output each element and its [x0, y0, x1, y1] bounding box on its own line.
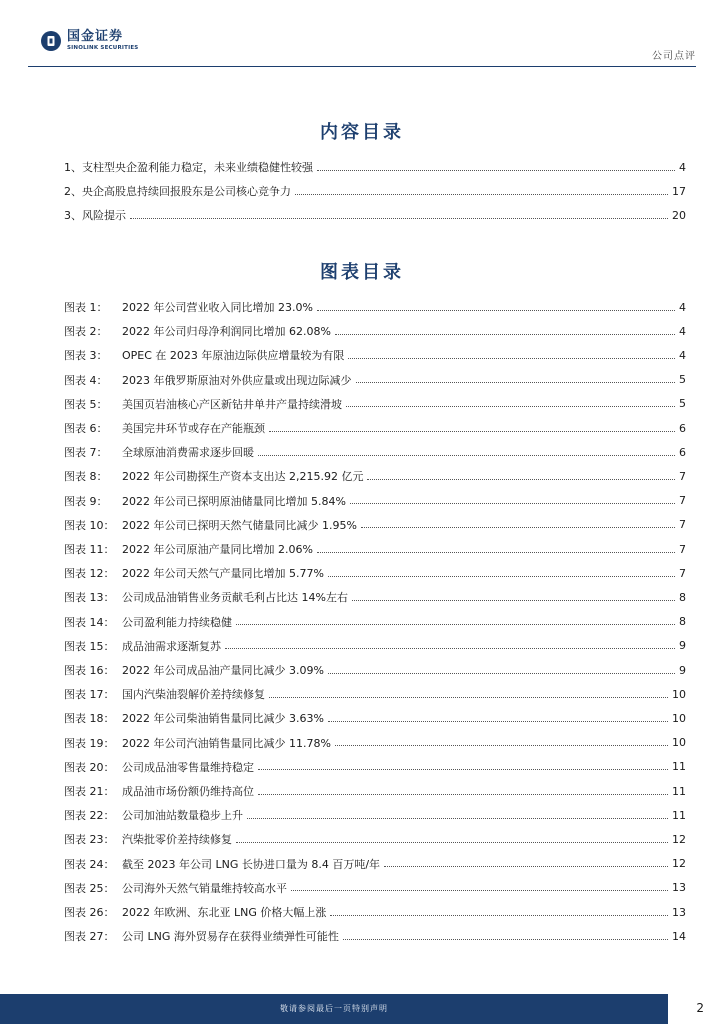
figure-entry[interactable] [64, 321, 686, 341]
leader-dots [130, 218, 668, 219]
logo-chinese-name: 国金证券 [67, 29, 124, 44]
figure-entry-label [64, 783, 254, 799]
figure-entry[interactable] [64, 829, 686, 849]
leader-dots [258, 455, 675, 456]
company-logo [40, 30, 138, 52]
figure-entry-prefix: 图表 17： [64, 688, 115, 702]
leader-dots [330, 915, 668, 916]
figure-entry-page: 8 [679, 615, 686, 629]
figure-entry-title: 2023 年俄罗斯原油对外供应量或出现边际减少 [122, 373, 352, 387]
figure-entry[interactable] [64, 466, 686, 486]
figure-entry-page: 9 [679, 639, 686, 653]
figure-entry-title: 2022 年公司勘探生产资本支出达 2,215.92 亿元 [122, 470, 364, 484]
leader-dots [236, 624, 675, 625]
figure-entry[interactable] [64, 684, 686, 704]
figure-entry-title: 美国完井环节或存在产能瓶颈 [122, 422, 265, 435]
figure-entry-label [64, 299, 313, 315]
figure-entry-title: 2022 年公司归母净利润同比增加 62.08% [122, 325, 331, 339]
figure-entry[interactable] [64, 345, 686, 365]
figure-entry-prefix: 图表 10： [64, 518, 115, 532]
figure-entry-label [64, 686, 265, 702]
page-footer [0, 994, 724, 1024]
figure-entry-prefix: 图表 9： [64, 494, 108, 508]
figure-entry[interactable] [64, 902, 686, 922]
figure-entry[interactable] [64, 515, 686, 535]
contents-entry-label: 2、央企高股息持续回报股东是公司核心竞争力 [64, 185, 291, 198]
leader-dots [346, 406, 675, 407]
figure-entry[interactable] [64, 854, 686, 874]
figure-entry-prefix: 图表 27： [64, 930, 115, 944]
leader-dots [328, 721, 668, 722]
figure-entry-page: 5 [679, 373, 686, 387]
leader-dots [225, 648, 675, 649]
figure-entry-label [64, 517, 357, 533]
figure-entry-prefix: 图表 16： [64, 664, 115, 677]
figure-entry-title: 公司加油站数量稳步上升 [122, 809, 243, 823]
figure-entry-title: 2022 年公司柴油销售量同比减少 3.63% [122, 712, 324, 726]
figure-entry-title: 截至 2023 年公司 LNG 长协进口量为 8.4 百万吨/年 [122, 857, 381, 871]
leader-dots [258, 794, 668, 795]
figure-entry-prefix: 图表 24： [64, 857, 115, 871]
figure-entry-title: 2022 年公司汽油销售量同比减少 11.78% [122, 736, 331, 750]
figure-entry[interactable] [64, 805, 686, 825]
figure-entry-page: 8 [679, 590, 686, 604]
footer-disclaimer-note: 敬请参阅最后一页特别声明 [280, 1004, 388, 1013]
leader-dots [317, 170, 675, 171]
figure-entry[interactable] [64, 394, 686, 414]
figure-entry-page: 6 [679, 445, 686, 459]
figure-entry[interactable] [64, 297, 686, 317]
leader-dots [269, 697, 668, 698]
figure-entry-page: 13 [672, 881, 686, 895]
figure-entry[interactable] [64, 418, 686, 438]
figure-entry[interactable] [64, 612, 686, 632]
figure-entry-page: 14 [672, 929, 686, 943]
sinolink-logo-icon [40, 30, 62, 52]
figure-entry-page: 11 [672, 808, 686, 822]
figure-entry-label [64, 468, 363, 484]
figure-entry-title: 2022 年公司天然气产量同比增加 5.77% [122, 567, 324, 581]
figure-entry-prefix: 图表 6： [64, 422, 108, 435]
figure-entry-page: 11 [672, 784, 686, 798]
figure-entry[interactable] [64, 733, 686, 753]
figure-entry[interactable] [64, 636, 686, 656]
leader-dots [247, 818, 668, 819]
figure-entry-title: 2022 年公司成品油产量同比减少 3.09% [122, 664, 324, 677]
figure-entry-title: 全球原油消费需求逐步回暖 [122, 446, 254, 460]
leader-dots [291, 890, 668, 891]
footer-bar [0, 994, 668, 1024]
figure-entry-label [64, 614, 232, 630]
leader-dots [236, 842, 668, 843]
figure-entry-prefix: 图表 2： [64, 325, 108, 339]
figure-entry-title: 汽柴批零价差持续修复 [122, 833, 232, 847]
contents-entry[interactable] [64, 205, 686, 225]
figure-entry-prefix: 图表 20： [64, 760, 115, 774]
figure-entry-prefix: 图表 11： [64, 543, 115, 556]
figure-entry-page: 7 [679, 542, 686, 556]
figure-entry-page: 10 [672, 687, 686, 701]
page-header [0, 0, 724, 66]
figure-entry-label [64, 493, 346, 509]
figure-entry-title: 成品油市场份额仍维持高位 [122, 785, 254, 798]
figure-entry[interactable] [64, 781, 686, 801]
figure-entry-page: 4 [679, 348, 686, 362]
figure-entry-title: 2022 年公司已探明原油储量同比增加 5.84% [122, 494, 346, 508]
figure-entry-title: 2022 年公司原油产量同比增加 2.06% [122, 543, 313, 556]
figure-entry-page: 7 [679, 566, 686, 580]
figure-entry-title: 公司海外天然气销量维持较高水平 [122, 881, 287, 895]
figure-entry-prefix: 图表 3： [64, 349, 108, 363]
figure-entry-prefix: 图表 7： [64, 446, 108, 460]
figures-title: 图表目录 [320, 262, 404, 283]
contents-entry[interactable] [64, 181, 686, 201]
figure-entry-prefix: 图表 22： [64, 809, 115, 823]
figure-entry-prefix: 图表 21： [64, 785, 115, 798]
figure-entry-label [64, 928, 339, 944]
figure-entry-prefix: 图表 26： [64, 906, 115, 919]
figure-entry-label [64, 831, 232, 847]
leader-dots [317, 552, 675, 553]
leader-dots [367, 479, 675, 480]
figure-entry[interactable] [64, 660, 686, 680]
leader-dots [361, 527, 675, 528]
figure-entry-label [64, 396, 342, 412]
figure-entry-label [64, 904, 326, 920]
figure-entry[interactable] [64, 926, 686, 946]
figure-entry-label [64, 856, 380, 872]
figure-entry-label [64, 565, 324, 581]
leader-dots [328, 673, 675, 674]
figure-entry-page: 12 [672, 857, 686, 871]
figure-entry-label [64, 589, 348, 605]
contents-entry[interactable] [64, 157, 686, 177]
figure-entry-page: 7 [679, 518, 686, 532]
leader-dots [348, 358, 675, 359]
figure-entry-prefix: 图表 13： [64, 591, 115, 605]
figure-entry-title: 成品油需求逐渐复苏 [122, 639, 221, 653]
figure-entry-title: 公司成品油销售业务贡献毛利占比达 14%左右 [122, 591, 348, 605]
figure-entry-title: 公司成品油零售量维持稳定 [122, 760, 254, 774]
leader-dots [258, 769, 668, 770]
figure-entry-prefix: 图表 4： [64, 373, 108, 387]
figure-entry-page: 12 [672, 832, 686, 846]
figure-entry-page: 4 [679, 324, 686, 338]
contents-entry-page: 20 [672, 208, 686, 222]
figure-entry-prefix: 图表 14： [64, 615, 115, 629]
figure-entry-prefix: 图表 8： [64, 470, 108, 484]
leader-dots [335, 745, 668, 746]
figure-entry-title: 国内汽柴油裂解价差持续修复 [122, 688, 265, 702]
leader-dots [343, 939, 668, 940]
figure-entry[interactable] [64, 563, 686, 583]
figure-entry-label [64, 735, 331, 751]
figure-entry[interactable] [64, 878, 686, 898]
figure-entry-page: 11 [672, 760, 686, 774]
figure-entry[interactable] [64, 757, 686, 777]
figure-entry-prefix: 图表 19： [64, 736, 115, 750]
leader-dots [317, 310, 675, 311]
figure-entry-label [64, 662, 324, 678]
figure-entry-page: 9 [679, 663, 686, 677]
leader-dots [335, 334, 675, 335]
leader-dots [356, 382, 676, 383]
figure-entry-title: 公司 LNG 海外贸易存在获得业绩弹性可能性 [122, 930, 339, 944]
figure-entry-page: 7 [679, 469, 686, 483]
document-type-label: 公司点评 [652, 51, 696, 62]
figure-entry-label [64, 420, 265, 436]
figure-entry-label [64, 323, 331, 339]
figure-entry[interactable] [64, 370, 686, 390]
figure-entry-label [64, 347, 344, 363]
figure-entry-page: 13 [672, 905, 686, 919]
leader-dots [384, 866, 668, 867]
figure-entry-page: 5 [679, 397, 686, 411]
figure-entry-prefix: 图表 5： [64, 397, 108, 411]
figure-entry-label [64, 807, 243, 823]
contents-entry-label: 1、支柱型央企盈利能力稳定，未来业绩稳健性较强 [64, 161, 313, 174]
figure-entry-page: 10 [672, 711, 686, 725]
figure-entry-label [64, 880, 287, 896]
figure-entry-label [64, 541, 313, 557]
figure-entry-label [64, 638, 221, 654]
leader-dots [352, 600, 675, 601]
figure-entry[interactable] [64, 442, 686, 462]
figure-entry-title: 美国页岩油核心产区新钻井单井产量持续滑坡 [122, 397, 342, 411]
contents-entry-page: 17 [672, 184, 686, 198]
figure-entry[interactable] [64, 491, 686, 511]
leader-dots [295, 194, 668, 195]
figure-entry-page: 7 [679, 494, 686, 508]
logo-english-name: SINOLINK SECURITIES [67, 45, 139, 51]
header-divider [28, 66, 696, 67]
figure-entry-prefix: 图表 12： [64, 567, 115, 581]
figure-entry-label [64, 759, 254, 775]
figure-entry-prefix: 图表 15： [64, 639, 115, 653]
leader-dots [269, 431, 675, 432]
figure-entry[interactable] [64, 539, 686, 559]
contents-entry-label: 3、风险提示 [64, 209, 126, 222]
figure-entry-prefix: 图表 25： [64, 881, 115, 895]
figure-entry[interactable] [64, 587, 686, 607]
figure-entry-title: 2022 年欧洲、东北亚 LNG 价格大幅上涨 [122, 906, 327, 919]
figure-entry-prefix: 图表 18： [64, 712, 115, 726]
contents-entry-page: 4 [679, 160, 686, 174]
figure-entry-title: OPEC 在 2023 年原油边际供应增量较为有限 [122, 349, 345, 363]
figure-entry-label [64, 444, 254, 460]
figure-entry-page: 10 [672, 736, 686, 750]
figure-entry-prefix: 图表 23： [64, 833, 115, 847]
page-number: 2 [696, 1001, 704, 1015]
figure-entry-title: 2022 年公司营业收入同比增加 23.0% [122, 301, 313, 314]
contents-title: 内容目录 [320, 122, 404, 143]
figure-entry-prefix: 图表 1： [64, 301, 108, 314]
figure-entry[interactable] [64, 708, 686, 728]
leader-dots [328, 576, 675, 577]
leader-dots [350, 503, 675, 504]
figure-entry-label [64, 372, 352, 388]
figure-entry-label [64, 710, 324, 726]
figure-entry-title: 公司盈利能力持续稳健 [122, 615, 232, 629]
figure-entry-page: 6 [679, 421, 686, 435]
figure-entry-page: 4 [679, 300, 686, 314]
figure-entry-title: 2022 年公司已探明天然气储量同比减少 1.95% [122, 518, 357, 532]
